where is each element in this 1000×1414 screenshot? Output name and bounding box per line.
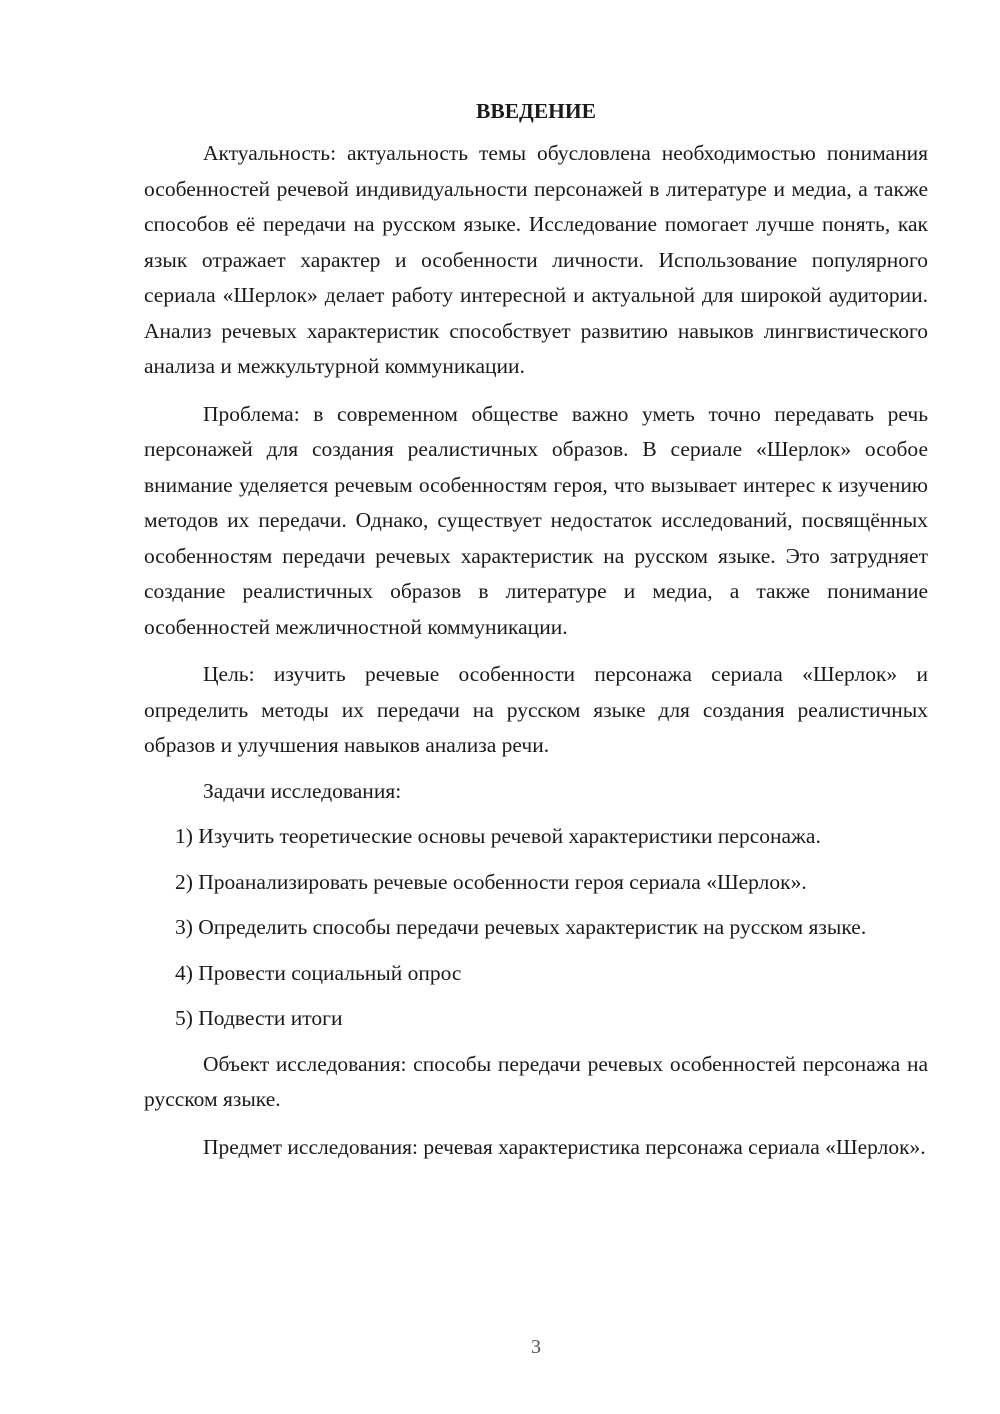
task-item-5: 5) Подвести итоги xyxy=(175,1006,343,1030)
relevance-paragraph: Актуальность: актуальность темы обусловлена необходимостью понимания особенностей речевой индивидуальности персонажей в литературе и медиа, а также способов её передачи на русском языке. Исследование помогает лучше понять, как язык отражает характер и особенности личности. Использование популярного сериала «Шерлок» делает работу интересной и актуальной для широкой аудитории. Анализ речевых характеристик способствует развитию навыков лингвистического анализа и межкультурной коммуникации. xyxy=(144,141,928,378)
object-paragraph: Объект исследования: способы передачи речевых особенностей персонажа на русском языке. xyxy=(144,1051,928,1111)
document-body xyxy=(144,96,928,1165)
subject-paragraph: Предмет исследования: речевая характеристика персонажа сериала «Шерлок». xyxy=(203,1134,926,1159)
section-heading: ВВЕДЕНИЕ xyxy=(476,99,596,123)
goal-paragraph: Цель: изучить речевые особенности персонажа сериала «Шерлок» и определить методы их передачи на русском языке для создания реалистичных образов и улучшения навыков анализа речи. xyxy=(144,662,928,757)
task-item-4: 4) Провести социальный опрос xyxy=(175,960,462,985)
tasks-heading: Задачи исследования: xyxy=(203,778,402,803)
problem-paragraph: Проблема: в современном обществе важно уметь точно передавать речь персонажей для создания реалистичных образов. В сериале «Шерлок» особое внимание уделяется речевым особенностям героя, что вызывает интерес к изучению методов их передачи. Однако, существует недостаток исследований, посвящённых особенностям передачи речевых характеристик на русском языке. Это затрудняет создание реалистичных образов в литературе и медиа, а также понимание особенностей межличностной коммуникации. xyxy=(144,401,928,639)
task-item-1: 1) Изучить теоретические основы речевой характеристики персонажа. xyxy=(175,824,821,848)
page-number: 3 xyxy=(531,1336,541,1358)
task-item-2: 2) Проанализировать речевые особенности героя сериала «Шерлок». xyxy=(175,869,807,894)
task-item-3: 3) Определить способы передачи речевых характеристик на русском языке. xyxy=(175,915,867,939)
